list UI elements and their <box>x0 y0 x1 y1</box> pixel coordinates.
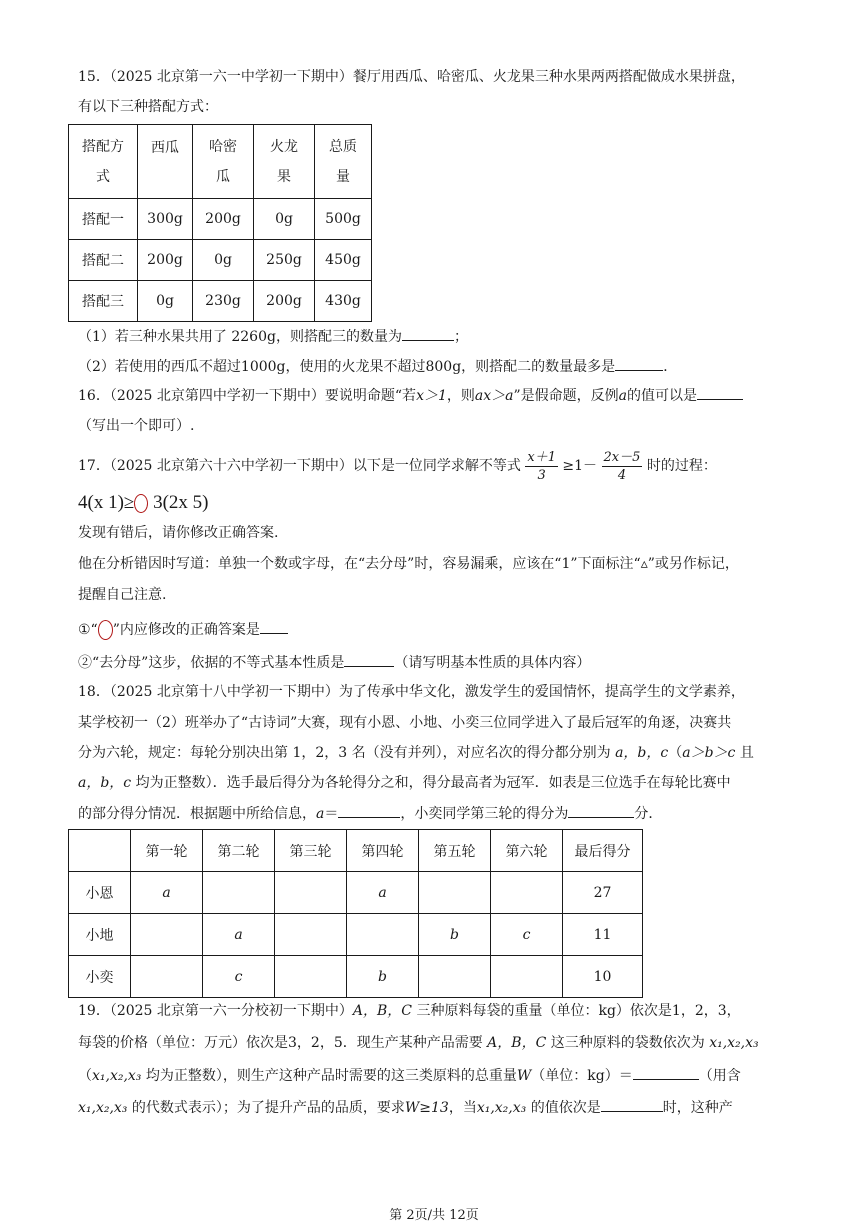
q17-item2: ②“去分母”这步，依据的不等式基本性质是 （请写明基本性质的具体内容） <box>78 652 590 673</box>
answer-blank[interactable] <box>260 619 288 634</box>
table-row <box>69 281 372 322</box>
table-header-row <box>69 125 372 199</box>
table-cell: 200g <box>254 281 315 322</box>
header-cell: 第一轮 <box>131 830 203 872</box>
header-cell: 哈密 瓜 <box>193 125 254 199</box>
table-cell: 小奕 <box>69 956 131 998</box>
table-cell: 0g <box>254 199 315 240</box>
q16-stem-line1: 16．（2025 北京第四中学初一下期中）要说明命题“若x＞1，则ax＞a”是假命题，反例a的值可以是 <box>78 385 743 406</box>
q18-line5: 的部分得分情况．根据题中所给信息，a＝ ，小奕同学第三轮的得分为 分． <box>78 803 662 824</box>
header-cell: 搭配方 式 <box>69 125 138 199</box>
table-cell: 10 <box>563 956 643 998</box>
table-cell: 0g <box>138 281 193 322</box>
header-cell: 第四轮 <box>347 830 419 872</box>
q19-line3: （x₁,x₂,x₃ 均为正整数），则生产这种产品时需要的这三类原料的总重量W（单位：kg）＝ （用含 <box>78 1065 741 1086</box>
table-cell <box>275 914 347 956</box>
header-cell: 第二轮 <box>203 830 275 872</box>
table-header-row <box>69 830 643 872</box>
header-cell: 第五轮 <box>419 830 491 872</box>
table-cell: c <box>203 956 275 998</box>
table-cell <box>491 956 563 998</box>
q19-line2: 每袋的价格（单位：万元）依次是3，2，5．现生产某种产品需要 A，B，C 这三种原料的袋数依次为 x₁,x₂,x₃ <box>78 1035 759 1051</box>
table-cell: b <box>347 956 419 998</box>
fraction-right: $\frac{2x-5}{4}$ <box>603 449 641 483</box>
table-cell: b <box>419 914 491 956</box>
table-cell: 450g <box>315 240 372 281</box>
table-row <box>69 199 372 240</box>
q17-item1: ①“ ”内应修改的正确答案是 <box>78 619 288 640</box>
table-cell: a <box>203 914 275 956</box>
answer-blank[interactable] <box>402 326 454 341</box>
q17-line4: 他在分析错因时写道：单独一个数或字母，在“去分母”时，容易漏乘，应该在“1”下面标注“▵”或另作标记， <box>78 556 739 572</box>
header-cell: 第六轮 <box>491 830 563 872</box>
page-footer: 第 2页/共 12页 <box>389 1208 479 1223</box>
table-cell <box>203 872 275 914</box>
table-row <box>69 956 643 998</box>
q18-line2: 某学校初一（2）班举办了“古诗词”大赛，现有小恩、小地、小奕三位同学进入了最后冠军的角逐，决赛共 <box>78 715 732 731</box>
fraction-left: $\frac{x+1}{3}$ <box>527 449 556 483</box>
q17-stem-line1: 17．（2025 北京第六十六中学初一下期中）以下是一位同学求解不等式 $\frac{x+1}{3}$ ≥1－ $\frac{2x-5}{4}$ 时的过程： <box>78 449 717 483</box>
header-cell <box>69 830 131 872</box>
answer-blank[interactable] <box>633 1065 699 1080</box>
table-cell: a <box>347 872 419 914</box>
q17-handwritten-work: 4(x 1)≥ 3(2x 5) <box>78 492 209 513</box>
answer-blank[interactable] <box>338 803 400 818</box>
q15-sub2: （2）若使用的西瓜不超过1000g，使用的火龙果不超过800g，则搭配二的数量最多是 ． <box>78 356 677 377</box>
table-cell: 0g <box>193 240 254 281</box>
table-cell: 230g <box>193 281 254 322</box>
q18-line4: a，b，c 均为正整数）．选手最后得分为各轮得分之和，得分最高者为冠军．如表是三位选手在每轮比赛中 <box>78 775 731 791</box>
table-cell: 11 <box>563 914 643 956</box>
answer-blank[interactable] <box>601 1097 663 1112</box>
q15-stem-line2: 有以下三种搭配方式： <box>78 99 218 115</box>
q15-combination-table <box>68 124 372 322</box>
red-circle-mark <box>134 494 148 513</box>
header-cell: 总质 量 <box>315 125 372 199</box>
header-cell: 第三轮 <box>275 830 347 872</box>
table-cell <box>419 956 491 998</box>
table-cell: 300g <box>138 199 193 240</box>
table-cell <box>275 956 347 998</box>
q18-score-table <box>68 829 643 998</box>
q19-line4: x₁,x₂,x₃ 的代数式表示）；为了提升产品的品质，要求W≥13，当x₁,x₂,x₃ 的值依次是 时，这种产 <box>78 1097 733 1118</box>
table-cell <box>131 914 203 956</box>
q17-line3: 发现有错后，请你修改正确答案. <box>78 525 279 541</box>
table-cell: 小恩 <box>69 872 131 914</box>
table-cell <box>491 872 563 914</box>
header-cell: 西瓜 <box>138 125 193 199</box>
q15-stem-line1: 15．（2025 北京第一六一中学初一下期中）餐厅用西瓜、哈密瓜、火龙果三种水果两两搭配做成水果拼盘， <box>78 69 745 85</box>
table-cell: 27 <box>563 872 643 914</box>
header-cell: 火龙 果 <box>254 125 315 199</box>
q17-line5: 提醒自己注意. <box>78 587 167 603</box>
table-cell <box>419 872 491 914</box>
table-cell: 200g <box>138 240 193 281</box>
answer-blank[interactable] <box>615 356 663 371</box>
table-cell: 250g <box>254 240 315 281</box>
table-cell: 430g <box>315 281 372 322</box>
table-row <box>69 872 643 914</box>
table-cell <box>131 956 203 998</box>
table-cell: c <box>491 914 563 956</box>
q16-stem-line2: （写出一个即可）. <box>78 418 195 434</box>
red-circle-mark <box>98 620 113 640</box>
table-cell: 500g <box>315 199 372 240</box>
table-cell: 搭配一 <box>69 199 138 240</box>
table-cell: 小地 <box>69 914 131 956</box>
table-cell <box>275 872 347 914</box>
table-row <box>69 914 643 956</box>
table-row <box>69 240 372 281</box>
header-cell: 最后得分 <box>563 830 643 872</box>
table-cell: 搭配三 <box>69 281 138 322</box>
table-cell: 200g <box>193 199 254 240</box>
q18-line3: 分为六轮，规定：每轮分别决出第 1，2，3 名（没有并列），对应名次的得分都分别为 a，b，c（a＞b＞c 且 <box>78 745 754 761</box>
table-cell: a <box>131 872 203 914</box>
q18-line1: 18．（2025 北京第十八中学初一下期中）为了传承中华文化，激发学生的爱国情怀，提高学生的文学素养， <box>78 684 745 700</box>
answer-blank[interactable] <box>568 803 634 818</box>
table-cell: 搭配二 <box>69 240 138 281</box>
table-cell <box>347 914 419 956</box>
q19-line1: 19．（2025 北京第一六一分校初一下期中）A，B，C 三种原料每袋的重量（单位：kg）依次是1，2，3， <box>78 1003 741 1019</box>
answer-blank[interactable] <box>697 385 743 400</box>
answer-blank[interactable] <box>344 652 394 667</box>
q15-sub1: （1）若三种水果共用了 2260g，则搭配三的数量为 ； <box>78 326 468 347</box>
